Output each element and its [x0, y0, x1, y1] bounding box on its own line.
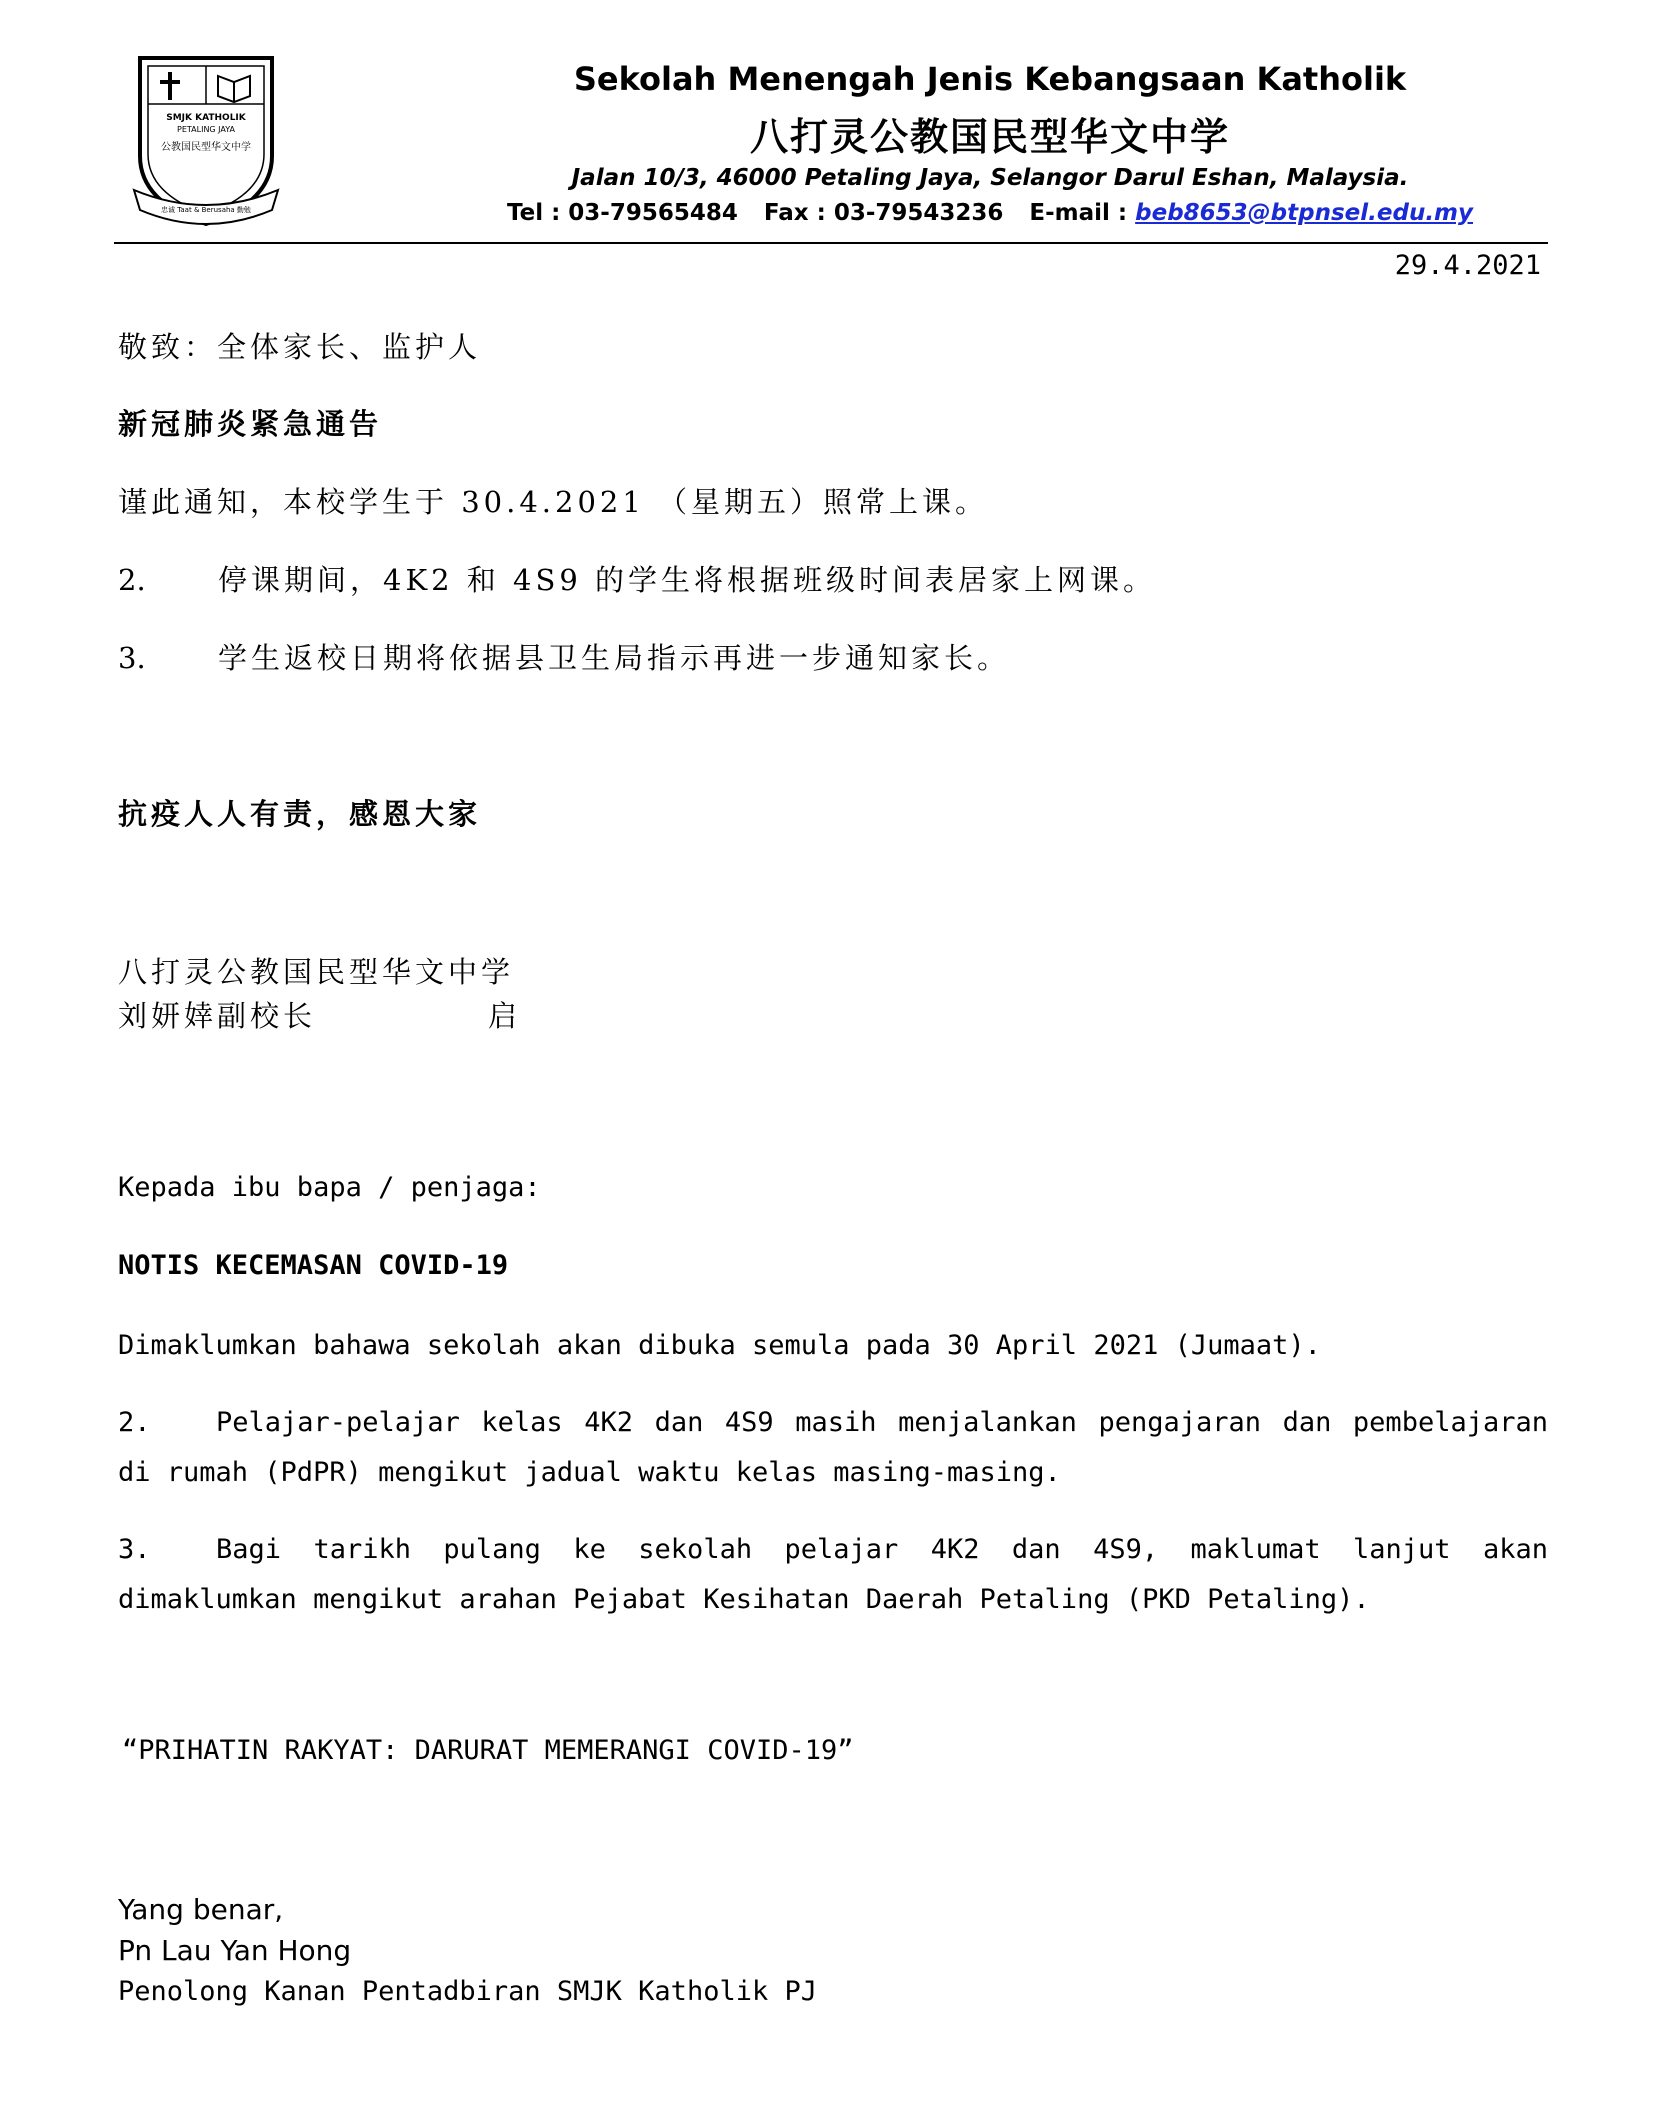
chinese-signature-suffix: 启	[488, 999, 522, 1033]
signatory-name: Pn Lau Yan Hong	[118, 1934, 352, 1967]
malay-salutation: Kepada ibu bapa / penjaga:	[118, 1172, 541, 1203]
school-name-malay: Sekolah Menengah Jenis Kebangsaan Katholik	[573, 60, 1407, 98]
chinese-paragraph-2-text: 停课期间，4K2 和 4S9 的学生将根据班级时间表居家上网课。	[218, 563, 1156, 597]
malay-paragraph-3	[118, 1525, 1548, 1625]
fax-number: Fax : 03-79543236	[763, 200, 1004, 226]
svg-text:PETALING JAYA: PETALING JAYA	[177, 125, 235, 134]
svg-text:SMJK KATHOLIK: SMJK KATHOLIK	[166, 113, 246, 123]
closing-phrase: Yang benar,	[118, 1893, 284, 1926]
school-contact	[420, 200, 1560, 226]
email-link[interactable]: beb8653@btpnsel.edu.my	[1135, 200, 1474, 226]
school-crest-logo	[130, 52, 282, 230]
signatory-position: Penolong Kanan Pentadbiran SMJK Katholik PJ	[118, 1976, 817, 2007]
chinese-paragraph-2	[118, 558, 1156, 599]
chinese-salutation: 敬致：全体家长、监护人	[118, 330, 482, 364]
chinese-sign-school: 八打灵公教国民型华文中学	[118, 955, 515, 989]
chinese-notice-title: 新冠肺炎紧急通告	[118, 407, 383, 441]
malay-paragraph-3-text: Bagi tarikh pulang ke sekolah pelajar 4K2 dan 4S9, maklumat lanjut akan dimaklumkan mengikut arahan Pejabat Kesihatan Daerah Petaling (PKD Petaling).	[118, 1534, 1548, 1615]
chinese-paragraph-3-text: 学生返校日期将依据县卫生局指示再进一步通知家长。	[218, 641, 1011, 675]
malay-paragraph-1: Dimaklumkan bahawa sekolah akan dibuka semula pada 30 April 2021 (Jumaat).	[118, 1330, 1321, 1361]
chinese-paragraph-1: 谨此通知，本校学生于 30.4.2021 （星期五）照常上课。	[118, 485, 989, 519]
chinese-slogan: 抗疫人人有责，感恩大家	[118, 797, 482, 831]
paragraph-number: 3.	[118, 1534, 151, 1565]
letter-date: 29.4.2021	[1394, 250, 1541, 281]
malay-notice-title: NOTIS KECEMASAN COVID-19	[118, 1250, 509, 1281]
school-address: Jalan 10/3, 46000 Petaling Jaya, Selangor Darul Eshan, Malaysia.	[571, 165, 1409, 191]
email-label: E-mail :	[1029, 200, 1128, 226]
paragraph-number: 3.	[118, 641, 146, 675]
svg-text:忠诚 Taat & Berusaha 勤勉: 忠诚 Taat & Berusaha 勤勉	[161, 206, 251, 214]
chinese-paragraph-3	[118, 636, 1010, 677]
malay-paragraph-2-text: Pelajar-pelajar kelas 4K2 dan 4S9 masih menjalankan pengajaran dan pembelajaran di rumah (PdPR) mengikut jadual waktu kelas masing-masing.	[118, 1407, 1548, 1488]
svg-text:公教国民型华文中学: 公教国民型华文中学	[161, 142, 251, 153]
header-divider	[114, 242, 1548, 244]
malay-paragraph-2	[118, 1398, 1548, 1498]
tel-number: Tel : 03-79565484	[506, 200, 738, 226]
school-name-chinese: 八打灵公教国民型华文中学	[749, 115, 1230, 159]
paragraph-number: 2.	[118, 1407, 151, 1438]
chinese-signature-name: 刘妍婞副校长	[118, 999, 317, 1033]
paragraph-number: 2.	[118, 563, 146, 597]
malay-slogan: “PRIHATIN RAKYAT: DARURAT MEMERANGI COVID-19”	[122, 1735, 854, 1766]
